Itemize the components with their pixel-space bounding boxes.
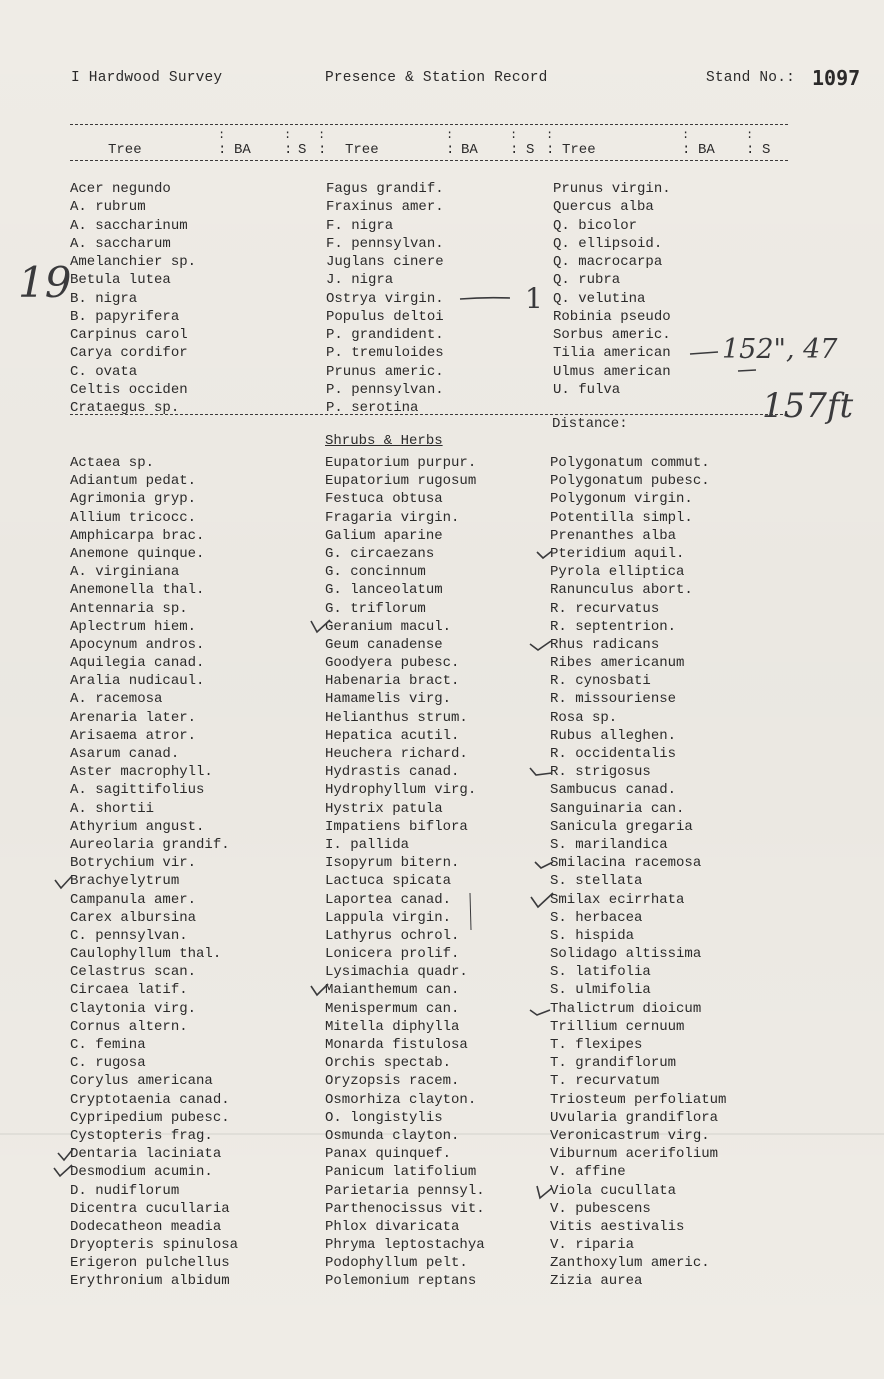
species-item: C. pennsylvan.: [70, 927, 188, 944]
col-sep: :: [682, 142, 691, 158]
species-item: A. rubrum: [70, 199, 146, 216]
handwritten-count: 19: [18, 258, 72, 307]
species-item: P. serotina: [326, 400, 419, 416]
species-item: Menispermum can.: [325, 1000, 460, 1017]
species-item: Fagus grandif.: [326, 181, 444, 197]
col-header-ba-1: BA: [234, 142, 251, 158]
species-item: D. nudiflorum: [70, 1182, 180, 1199]
species-item: R. strigosus: [550, 764, 651, 781]
species-item: Prunus virgin.: [553, 181, 671, 197]
species-item: Hepatica acutil.: [325, 727, 460, 744]
species-item: Zanthoxylum americ.: [550, 1255, 710, 1272]
species-item: Smilacina racemosa: [550, 855, 702, 872]
species-item: Hydrophyllum virg.: [325, 782, 477, 799]
species-item: R. occidentalis: [550, 746, 677, 762]
species-item: P. pennsylvan.: [326, 381, 444, 398]
species-item: Erigeron pulchellus: [70, 1255, 230, 1272]
species-item: Uvularia grandiflora: [550, 1109, 719, 1126]
species-item: Acer negundo: [70, 181, 171, 197]
species-item: Prenanthes alba: [550, 527, 677, 544]
species-item: Osmorhiza clayton.: [325, 1091, 477, 1108]
col-sep: :: [218, 128, 226, 142]
survey-name: I Hardwood Survey: [71, 70, 223, 86]
species-item: Lactuca spicata: [325, 873, 452, 890]
species-item: Zizia aurea: [550, 1273, 643, 1290]
species-item: S. herbacea: [550, 909, 643, 926]
col-sep: :: [318, 142, 327, 158]
species-item: Aureolaria grandif.: [70, 836, 230, 853]
species-item: A. sagittifolius: [70, 782, 205, 799]
species-item: Caulophyllum thal.: [70, 946, 222, 963]
col-sep: :: [284, 142, 293, 158]
species-item: Polygonatum pubesc.: [550, 473, 710, 490]
species-item: Panax quinquef.: [325, 1146, 452, 1163]
species-item: Q. velutina: [553, 290, 646, 307]
species-item: Eupatorium rugosum: [325, 473, 477, 490]
col-sep: :: [446, 128, 454, 142]
species-item: A. saccharinum: [70, 217, 188, 234]
species-item: S. hispida: [550, 927, 635, 944]
species-item: Isopyrum bitern.: [325, 855, 460, 872]
species-item: Cornus altern.: [70, 1018, 188, 1035]
species-item: Lysimachia quadr.: [325, 964, 468, 981]
species-item: Dentaria laciniata: [70, 1146, 222, 1163]
species-item: Solidago altissima: [550, 946, 702, 963]
species-item: Polemonium reptans: [325, 1273, 477, 1290]
species-item: Polygonum virgin.: [550, 491, 693, 508]
species-item: G. concinnum: [325, 564, 426, 581]
species-item: Corylus americana: [70, 1073, 213, 1090]
species-item: Lathyrus ochrol.: [325, 927, 460, 944]
species-item: Viburnum acerifolium: [550, 1146, 719, 1163]
species-item: Celtis occiden: [70, 381, 188, 398]
col-sep: :: [284, 128, 292, 142]
col-header-s-3: S: [762, 142, 771, 158]
species-item: Rosa sp.: [550, 709, 618, 726]
distance-label: Distance:: [552, 416, 628, 432]
species-item: A. virginiana: [70, 564, 180, 581]
check-viola: [537, 1186, 552, 1198]
species-item: G. triflorum: [325, 600, 426, 617]
species-item: Ulmus american: [553, 363, 671, 380]
species-item: Hydrastis canad.: [325, 764, 460, 781]
species-item: Podophyllum pelt.: [325, 1255, 468, 1272]
species-item: R. missouriense: [550, 691, 677, 708]
species-item: Apocynum andros.: [70, 636, 205, 653]
check-brachyelytrum: [55, 876, 72, 888]
species-item: Agrimonia gryp.: [70, 491, 197, 508]
species-item: S. ulmifolia: [550, 982, 651, 999]
species-item: Pyrola elliptica: [550, 564, 685, 581]
species-item: Anemonella thal.: [70, 582, 205, 599]
form-title: Presence & Station Record: [325, 70, 548, 86]
col-header-s-2: S: [526, 142, 535, 158]
species-item: Carya cordifor: [70, 345, 188, 362]
check-geranium: [311, 620, 330, 632]
pen-dash-ulmus: [738, 370, 756, 371]
species-item: Triosteum perfoliatum: [550, 1091, 727, 1108]
species-item: P. grandident.: [326, 327, 444, 343]
species-item: Polygonatum commut.: [550, 455, 710, 471]
species-item: F. pennsylvan.: [326, 235, 444, 252]
species-item: Trillium cernuum: [550, 1018, 685, 1035]
check-pteridium: [537, 551, 552, 558]
species-item: Monarda fistulosa: [325, 1037, 468, 1053]
species-item: B. nigra: [70, 290, 138, 307]
species-item: A. shortii: [70, 800, 155, 817]
species-item: O. longistylis: [325, 1109, 443, 1126]
check-rhus: [530, 641, 551, 650]
check-rubus: [530, 768, 552, 775]
species-item: B. papyrifera: [70, 308, 180, 325]
col-header-tree-1: Tree: [108, 142, 142, 158]
pen-dash-ostrya: [460, 298, 510, 299]
species-item: Juglans cinere: [326, 254, 444, 270]
col-sep: :: [510, 142, 519, 158]
species-item: Fragaria virgin.: [325, 509, 460, 526]
species-item: Cystopteris frag.: [70, 1127, 213, 1144]
species-item: Sambucus canad.: [550, 782, 677, 799]
species-item: Parietaria pennsyl.: [325, 1182, 485, 1199]
species-item: Maianthemum can.: [325, 982, 460, 999]
species-item: Habenaria bract.: [325, 673, 460, 690]
col-sep: :: [746, 128, 754, 142]
species-item: Amphicarpa brac.: [70, 527, 205, 544]
species-item: Smilax ecirrhata: [550, 891, 685, 908]
species-item: G. circaezans: [325, 545, 435, 562]
species-item: F. nigra: [326, 217, 394, 234]
species-item: Aralia nudicaul.: [70, 673, 205, 690]
col-header-s-1: S: [298, 142, 307, 158]
species-item: Amelanchier sp.: [70, 254, 197, 270]
species-item: Tilia american: [553, 345, 671, 362]
species-item: Botrychium vir.: [70, 855, 197, 872]
handwritten-distance: 157ft: [762, 386, 854, 426]
shrubs-herbs-title: Shrubs & Herbs: [325, 433, 443, 449]
species-item: Parthenocissus vit.: [325, 1200, 485, 1217]
col-sep: :: [218, 142, 227, 158]
species-item: Aquilegia canad.: [70, 655, 205, 672]
col-header-ba-3: BA: [698, 142, 715, 158]
species-item: Laportea canad.: [325, 891, 452, 908]
species-item: C. femina: [70, 1037, 146, 1053]
pen-vertical-mark: [470, 893, 471, 930]
species-item: Prunus americ.: [326, 363, 444, 380]
pen-dash-tilia: [690, 352, 718, 354]
col-sep: :: [446, 142, 455, 158]
species-item: Pteridium aquil.: [550, 545, 685, 562]
species-item: Potentilla simpl.: [550, 509, 693, 526]
species-item: Eupatorium purpur.: [325, 455, 477, 471]
species-item: A. racemosa: [70, 691, 163, 708]
species-item: U. fulva: [553, 381, 621, 398]
col-sep: :: [546, 142, 555, 158]
species-item: Sorbus americ.: [553, 327, 671, 343]
col-sep: :: [682, 128, 690, 142]
species-item: Cryptotaenia canad.: [70, 1091, 230, 1108]
species-item: Brachyelytrum: [70, 873, 180, 890]
check-smilax: [531, 893, 553, 907]
col-sep: :: [318, 128, 326, 142]
species-item: T. grandiflorum: [550, 1055, 677, 1072]
species-item: Helianthus strum.: [325, 709, 468, 726]
species-item: Claytonia virg.: [70, 1000, 197, 1017]
species-item: Rhus radicans: [550, 636, 660, 653]
species-item: Festuca obtusa: [325, 491, 443, 508]
species-item: S. stellata: [550, 873, 643, 890]
check-thalictrum: [530, 1010, 550, 1015]
species-item: Geranium macul.: [325, 618, 452, 635]
species-item: Q. bicolor: [553, 217, 638, 234]
species-item: Impatiens biflora: [325, 818, 468, 835]
species-item: Q. macrocarpa: [553, 254, 663, 270]
species-item: Orchis spectab.: [325, 1055, 452, 1072]
species-item: V. affine: [550, 1164, 626, 1181]
species-item: Vitis aestivalis: [550, 1218, 685, 1235]
species-item: Allium tricocc.: [70, 509, 197, 526]
species-item: Phryma leptostachya: [325, 1237, 485, 1254]
check-maianthemum: [311, 984, 328, 995]
col-header-tree-3: Tree: [562, 142, 596, 158]
col-sep: :: [510, 128, 518, 142]
stand-label: Stand No.:: [706, 70, 796, 86]
species-item: Dodecatheon meadia: [70, 1218, 222, 1235]
species-item: Ranunculus abort.: [550, 582, 693, 599]
species-item: R. cynosbati: [550, 673, 651, 690]
col-header-tree-2: Tree: [345, 142, 379, 158]
species-item: P. tremuloides: [326, 345, 444, 362]
species-item: Mitella diphylla: [325, 1018, 460, 1035]
species-item: J. nigra: [326, 272, 394, 289]
species-item: V. pubescens: [550, 1200, 651, 1217]
species-item: Viola cucullata: [550, 1182, 677, 1199]
species-item: I. pallida: [325, 836, 410, 853]
species-item: Geum canadense: [325, 636, 443, 653]
species-item: Osmunda clayton.: [325, 1127, 460, 1144]
species-item: Carpinus carol: [70, 327, 188, 343]
species-item: C. ovata: [70, 363, 138, 380]
species-item: Hamamelis virg.: [325, 691, 452, 708]
species-item: Asarum canad.: [70, 746, 180, 762]
species-item: Desmodium acumin.: [70, 1164, 213, 1181]
handwritten-tally: 1: [525, 282, 543, 315]
species-item: Ribes americanum: [550, 655, 685, 672]
species-item: Q. rubra: [553, 272, 621, 289]
species-item: Arisaema atror.: [70, 727, 197, 744]
species-item: Goodyera pubesc.: [325, 655, 460, 672]
species-item: Anemone quinque.: [70, 545, 205, 562]
species-item: Sanguinaria can.: [550, 800, 685, 817]
species-item: Galium aparine: [325, 527, 443, 544]
species-item: Rubus alleghen.: [550, 727, 677, 744]
species-item: Dryopteris spinulosa: [70, 1237, 239, 1254]
col-sep: :: [546, 128, 554, 142]
species-item: Carex albursina: [70, 909, 197, 926]
species-item: Aster macrophyll.: [70, 764, 213, 781]
species-item: C. rugosa: [70, 1055, 146, 1072]
species-item: Celastrus scan.: [70, 964, 197, 981]
species-item: Heuchera richard.: [325, 746, 468, 762]
stand-number: 1097: [812, 66, 861, 90]
check-desmodium: [54, 1165, 72, 1176]
species-item: Quercus alba: [553, 199, 654, 216]
species-item: Panicum latifolium: [325, 1164, 477, 1181]
species-item: Athyrium angust.: [70, 818, 205, 835]
check-dentaria: [58, 1149, 73, 1160]
species-item: Betula lutea: [70, 272, 171, 289]
species-item: Antennaria sp.: [70, 600, 188, 617]
species-item: Thalictrum dioicum: [550, 1000, 702, 1017]
species-item: Fraxinus amer.: [326, 199, 444, 216]
species-item: Oryzopsis racem.: [325, 1073, 460, 1090]
species-item: Cypripedium pubesc.: [70, 1109, 230, 1126]
species-item: Hystrix patula: [325, 800, 443, 817]
species-item: Adiantum pedat.: [70, 473, 197, 490]
species-item: V. riparia: [550, 1237, 635, 1254]
species-item: Campanula amer.: [70, 891, 197, 908]
species-item: Q. ellipsoid.: [553, 235, 663, 252]
species-item: Ostrya virgin.: [326, 290, 444, 307]
species-item: S. marilandica: [550, 836, 668, 853]
species-item: R. septentrion.: [550, 618, 677, 635]
species-item: Populus deltoi: [326, 308, 444, 325]
species-item: Lonicera prolif.: [325, 946, 460, 963]
col-header-ba-2: BA: [461, 142, 478, 158]
species-item: G. lanceolatum: [325, 582, 443, 599]
species-item: Actaea sp.: [70, 455, 155, 471]
species-item: T. recurvatum: [550, 1073, 660, 1090]
species-item: Robinia pseudo: [553, 308, 671, 325]
species-item: Arenaria later.: [70, 709, 197, 726]
species-item: Dicentra cucullaria: [70, 1200, 230, 1217]
species-item: Phlox divaricata: [325, 1218, 460, 1235]
species-item: T. flexipes: [550, 1037, 643, 1053]
species-item: R. recurvatus: [550, 600, 660, 617]
species-item: Aplectrum hiem.: [70, 618, 197, 635]
species-item: Lappula virgin.: [325, 909, 452, 926]
species-item: Sanicula gregaria: [550, 818, 693, 835]
species-item: Circaea latif.: [70, 982, 188, 999]
species-item: Veronicastrum virg.: [550, 1127, 710, 1144]
species-item: Crataegus sp.: [70, 400, 180, 416]
check-smilacina: [535, 862, 553, 868]
col-sep: :: [746, 142, 755, 158]
species-item: S. latifolia: [550, 964, 651, 981]
handwritten-tilia-note: 152", 47: [722, 334, 838, 365]
species-item: A. saccharum: [70, 235, 171, 252]
species-item: Erythronium albidum: [70, 1273, 230, 1290]
